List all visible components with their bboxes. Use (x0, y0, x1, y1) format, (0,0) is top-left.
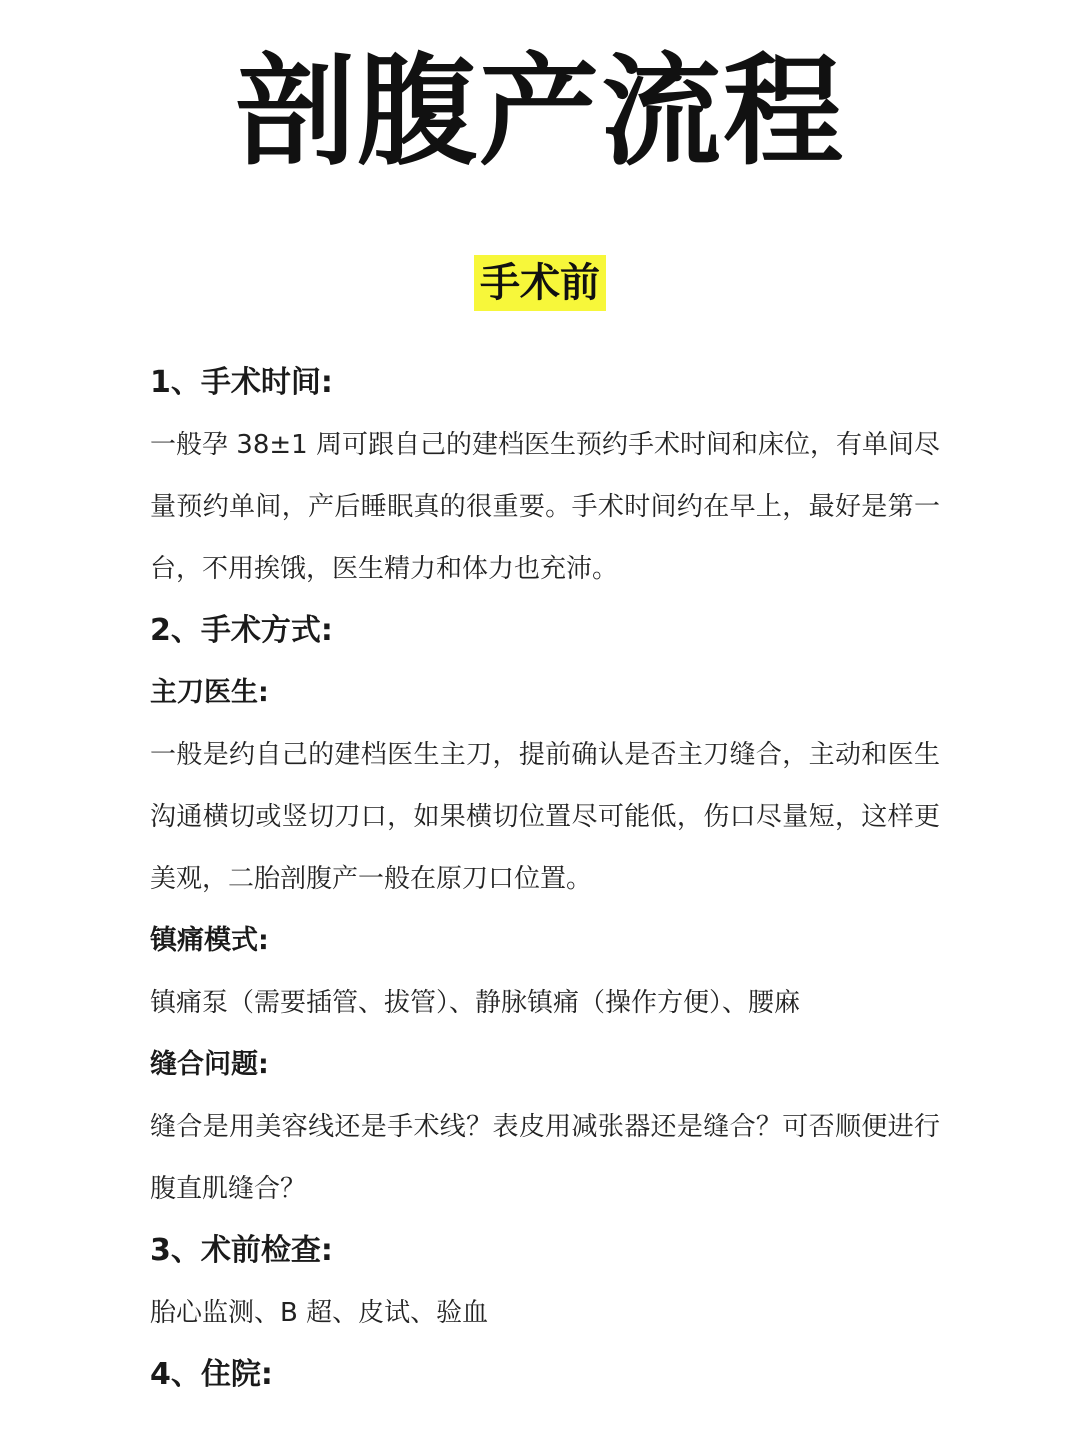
paragraph-preop-exam: 胎心监测、B 超、皮试、验血 (150, 1298, 489, 1328)
paragraph-lead-surgeon: 一般是约自己的建档医生主刀，提前确认是否主刀缝合，主动和医生沟通横切或竖切刀口，如果横切位置尽可能低，伤口尽量短，这样更美观，二胎剖腹产一般在原刀口位置。 (150, 740, 940, 894)
section-heading-surgery-method: 2、手术方式: (150, 613, 333, 648)
paragraph-analgesia: 镇痛泵（需要插管、拔管）、静脉镇痛（操作方便）、腰麻 (150, 988, 801, 1018)
section-heading-hospitalization: 4、住院: (150, 1357, 273, 1392)
section-banner-wrap (0, 255, 1080, 311)
subheading-lead-surgeon: 主刀医生: (150, 677, 269, 708)
subheading-suturing: 缝合问题: (150, 1049, 269, 1080)
section-heading-surgery-time: 1、手术时间: (150, 365, 333, 400)
section-heading-preop-exam: 3、术前检查: (150, 1233, 333, 1268)
page-title: 剖腹产流程 (235, 43, 845, 182)
paragraph-suturing: 缝合是用美容线还是手术线？表皮用减张器还是缝合？可否顺便进行腹直肌缝合？ (150, 1112, 940, 1204)
subheading-analgesia: 镇痛模式: (150, 925, 269, 956)
paragraph-surgery-time: 一般孕 38±1 周可跟自己的建档医生预约手术时间和床位，有单间尽量预约单间，产后睡眠真的很重要。手术时间约在早上，最好是第一台，不用挨饿，医生精力和体力也充沛。 (150, 430, 940, 584)
content-body (150, 352, 940, 1406)
section-banner: 手术前 (474, 255, 606, 311)
